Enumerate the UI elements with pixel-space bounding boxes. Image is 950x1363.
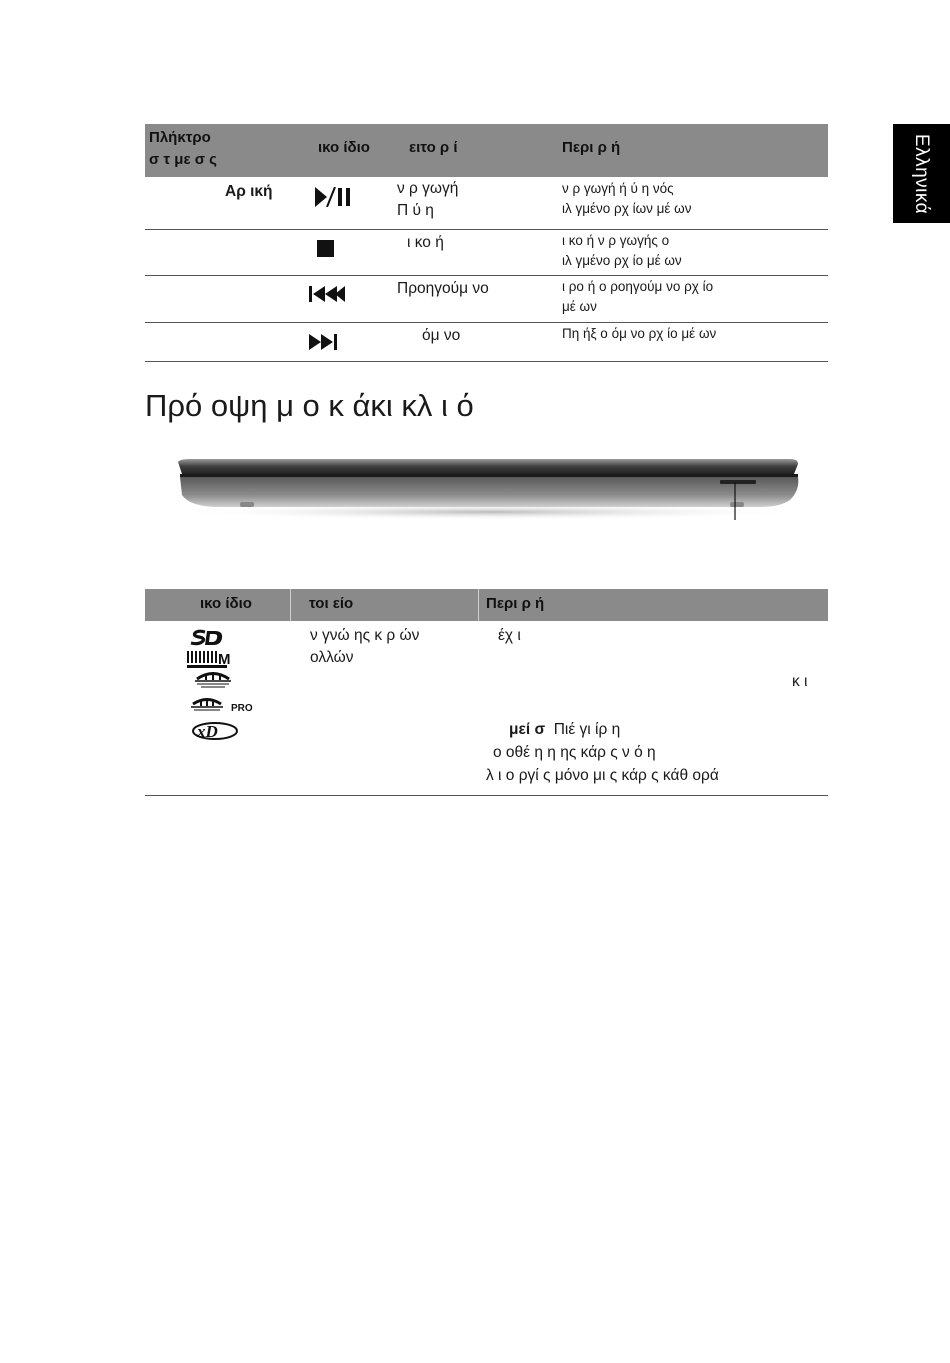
play-pause-icon (313, 187, 355, 207)
table-header (145, 589, 828, 621)
function-label: όμ νο (422, 327, 461, 344)
header-item: τοι είο (309, 595, 354, 612)
card-reader-table (145, 589, 828, 796)
description-line: λ ι ο ργί ς μόνο μι ς κάρ ς κάθ ορά (486, 767, 719, 784)
description: ι κο ή ν ρ γωγής ο ιλ γμένο ρχ ίο μέ ων (562, 233, 682, 268)
description: Πη ήξ ο όμ νο ρχ ίο μέ ων (562, 326, 717, 341)
header-icon: ικο ίδιο (318, 139, 370, 156)
header-description: Περι ρ ή (486, 595, 545, 612)
description: ι ρο ή ο ροηγούμ νο ρχ ίο μέ ων (562, 279, 714, 314)
ms-duo-logo-icon (193, 670, 233, 688)
media-keys-table (145, 124, 828, 362)
table-row (145, 621, 828, 796)
note-text: Πιέ γι ίρ η (553, 721, 621, 738)
pro-label: PRO (231, 703, 253, 713)
memory-stick-logo-icon (187, 651, 239, 669)
table-row (145, 177, 828, 230)
description-line: κ ι (792, 673, 808, 690)
function-label: Προηγούμ νο (397, 280, 489, 297)
sd-logo-icon (189, 629, 225, 647)
header-icon: ικο ίδιο (200, 595, 252, 612)
next-icon (309, 334, 345, 350)
table-row (145, 323, 828, 362)
stop-icon (317, 240, 335, 258)
function-label: ι κο ή (407, 234, 444, 251)
language-tab-label: Ελληνικά (911, 133, 933, 214)
header-key: Πλήκτρο σ τ με σ ς (149, 129, 217, 168)
table-header (145, 124, 828, 177)
table-row (145, 230, 828, 276)
key-name: Αρ ική (225, 183, 273, 200)
description-line: ο οθέ η η ης κάρ ς ν ό η (493, 744, 656, 761)
laptop-front-view-illustration (160, 450, 820, 525)
previous-icon (309, 286, 347, 302)
table-row (145, 276, 828, 323)
svg-text:M: M (218, 651, 231, 668)
description-line: έχ ι (498, 627, 521, 644)
language-tab (893, 124, 950, 223)
note-label: μεί σ (509, 721, 546, 738)
card-reader-label: ν γνώ ης κ ρ ών ολλών (310, 627, 420, 666)
function-label: ν ρ γωγή Π ύ η (397, 180, 459, 219)
xd-logo-icon (191, 721, 239, 741)
description: ν ρ γωγή ή ύ η νός ιλ γμένο ρχ ίων μέ ων (562, 181, 692, 216)
svg-text:xD: xD (197, 722, 218, 741)
header-description: Περι ρ ή (562, 139, 621, 156)
section-title: Πρό οψη μ ο κ άκι κλ ι ό (145, 388, 474, 423)
ms-pro-logo-icon (191, 695, 259, 713)
header-function: ειτο ρ ί (409, 139, 458, 156)
description-line (509, 719, 620, 741)
